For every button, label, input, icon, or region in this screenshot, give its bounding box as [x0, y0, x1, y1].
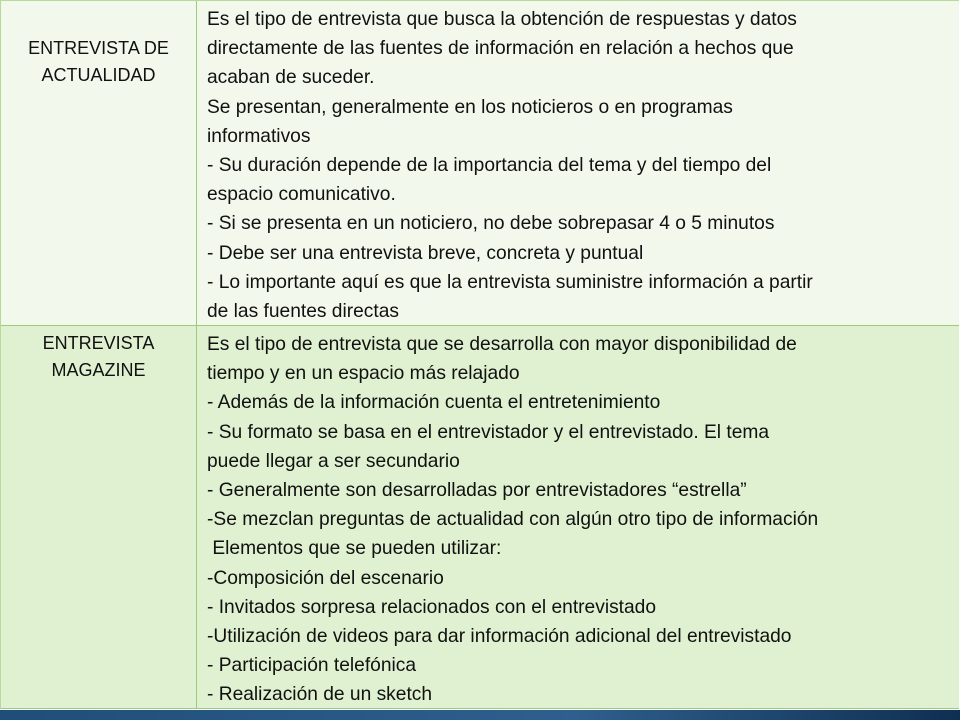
table-row-actualidad	[1, 1, 959, 326]
row-description-magazine	[197, 326, 959, 708]
row-label-actualidad: ENTREVISTA DE ACTUALIDAD	[1, 1, 197, 325]
row-label-magazine: ENTREVISTA MAGAZINE	[1, 326, 197, 708]
text-line: -Composición del escenario	[207, 567, 444, 589]
text-line: - Si se presenta en un noticiero, no debe sobrepasar 4 o 5 minutos	[207, 213, 775, 235]
slide-bottom-bar	[0, 710, 960, 720]
row-description-actualidad	[197, 1, 959, 325]
text-line: - Lo importante aquí es que la entrevista suministre información a partir	[207, 271, 813, 293]
text-line: -Utilización de videos para dar información adicional del entrevistado	[207, 626, 792, 648]
text-line: Se presentan, generalmente en los noticieros o en programas	[207, 96, 733, 118]
text-line: de las fuentes directas	[207, 301, 399, 323]
text-line: acaban de suceder.	[207, 67, 375, 89]
text-line: Elementos que se pueden utilizar:	[207, 538, 502, 560]
table-row-magazine	[1, 326, 959, 709]
text-line: directamente de las fuentes de información en relación a hechos que	[207, 38, 794, 60]
text-line: tiempo y en un espacio más relajado	[207, 363, 520, 385]
text-line: - Participación telefónica	[207, 655, 417, 677]
text-line: - Su formato se basa en el entrevistador y el entrevistado. El tema	[207, 421, 770, 443]
text-line: - Invitados sorpresa relacionados con el entrevistado	[207, 596, 657, 618]
text-line: - Generalmente son desarrolladas por entrevistadores “estrella”	[207, 480, 747, 502]
text-line: - Su duración depende de la importancia del tema y del tiempo del	[207, 155, 772, 177]
text-line: puede llegar a ser secundario	[207, 450, 460, 472]
text-line: - Realización de un sketch	[207, 684, 433, 706]
text-line: -Se mezclan preguntas de actualidad con algún otro tipo de información	[207, 509, 819, 531]
text-line: - Además de la información cuenta el entretenimiento	[207, 392, 661, 414]
text-line: Es el tipo de entrevista que busca la obtención de respuestas y datos	[207, 9, 797, 30]
text-line: espacio comunicativo.	[207, 184, 396, 206]
text-line: Es el tipo de entrevista que se desarrolla con mayor disponibilidad de	[207, 334, 797, 355]
text-line: informativos	[207, 125, 311, 147]
text-line: - Debe ser una entrevista breve, concreta y puntual	[207, 242, 644, 264]
